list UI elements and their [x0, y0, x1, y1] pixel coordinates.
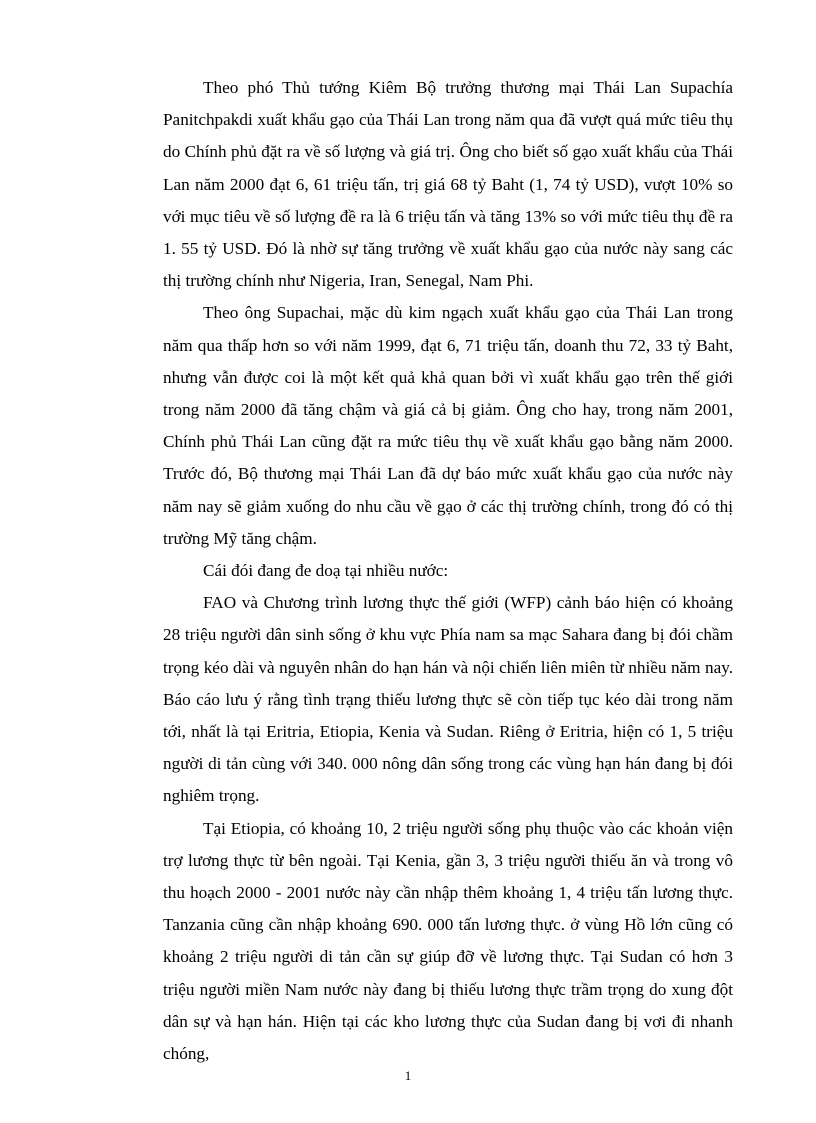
- document-body: [163, 72, 733, 1070]
- paragraph-thai-rice-export: Theo phó Thủ tướng Kiêm Bộ trưởng thương mại Thái Lan Supachía Panitchpakdi xuất khẩu gạo của Thái Lan trong năm qua đã vượt quá mức tiêu thụ do Chính phủ đặt ra về số lượng và giá trị. Ông cho biết số gạo xuất khẩu của Thái Lan năm 2000 đạt 6, 61 triệu tấn, trị giá 68 tỷ Baht (1, 74 tỷ USD), vượt 10% so với mục tiêu về số lượng đề ra là 6 triệu tấn và tăng 13% so với mức tiêu thụ đề ra 1. 55 tỷ USD. Đó là nhờ sự tăng trưởng về xuất khẩu gạo của nước này sang các thị trường chính như Nigeria, Iran, Senegal, Nam Phi.: [163, 78, 733, 291]
- paragraph-supachai-statement: Theo ông Supachai, mặc dù kim ngạch xuất khẩu gạo của Thái Lan trong năm qua thấp hơn so với năm 1999, đạt 6, 71 triệu tấn, doanh thu 72, 33 tỷ Baht, nhưng vẫn được coi là một kết quả khả quan bởi vì xuất khẩu gạo trên thế giới trong năm 2000 đã tăng chậm và giá cả bị giảm. Ông cho hay, trong năm 2001, Chính phủ Thái Lan cũng đặt ra mức tiêu thụ về xuất khẩu gạo bằng năm 2000. Trước đó, Bộ thương mại Thái Lan đã dự báo mức xuất khẩu gạo của nước này năm nay sẽ giảm xuống do nhu cầu về gạo ở các thị trường chính, trong đó có thị trường Mỹ tăng chậm.: [163, 303, 733, 548]
- page-number: 1: [404, 1068, 412, 1083]
- paragraph-etiopia-kenia-sudan: Tại Etiopia, có khoảng 10, 2 triệu người sống phụ thuộc vào các khoản viện trợ lương thực từ bên ngoài. Tại Kenia, gần 3, 3 triệu người thiếu ăn và trong vô thu hoạch 2000 - 2001 nước này cần nhập thêm khoảng 1, 4 triệu tấn lương thực. Tanzania cũng cần nhập khoảng 690. 000 tấn lương thực. ở vùng Hồ lớn cũng có khoảng 2 triệu người di tản cần sự giúp đỡ về lương thực. Tại Sudan có hơn 3 triệu người miền Nam nước này đang bị thiếu lương thực trầm trọng do xung đột dân sự và hạn hán. Hiện tại các kho lương thực của Sudan đang bị vơi đi nhanh chóng,: [163, 818, 733, 1064]
- paragraph-fao-wfp-warning: FAO và Chương trình lương thực thế giới (WFP) cảnh báo hiện có khoảng 28 triệu người dân sinh sống ở khu vực Phía nam sa mạc Sahara đang bị đói chầm trọng kéo dài và nguyên nhân do hạn hán và nội chiến liên miên từ nhiều năm nay. Báo cáo lưu ý rằng tình trạng thiếu lương thực sẽ còn tiếp tục kéo dài trong năm tới, nhất là tại Eritria, Etiopia, Kenia và Sudan. Riêng ở Eritria, hiện có 1, 5 triệu người di tản cùng với 340. 000 nông dân sống trong các vùng hạn hán đang bị đói nghiêm trọng.: [163, 593, 733, 806]
- section-heading-hunger: Cái đói đang đe doạ tại nhiều nước:: [203, 561, 449, 581]
